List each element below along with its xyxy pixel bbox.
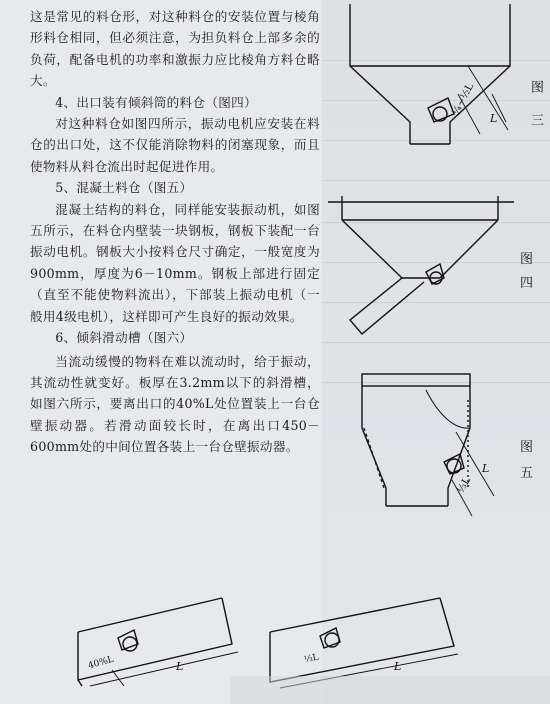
figure-3-hopper — [330, 4, 530, 154]
figure-6b-dim-l: L — [394, 660, 402, 673]
figure-5-label-bottom: 五 — [520, 466, 534, 481]
figure-3-dim-l: L — [490, 112, 498, 125]
paragraph-section-4: 对这种料仓如图四所示，振动电机应安装在料仓的出口处，这不仅能消除物料的闭塞现象，而且使物料从料仓流出时起促进作用。 — [30, 116, 320, 174]
figure-4-label-bottom: 四 — [520, 276, 534, 291]
figure-4-hopper-inclined-outlet — [328, 196, 518, 338]
heading-section-5: 5、混凝土料仓（图五） — [55, 180, 193, 196]
figure-5-dim-third-l: ⅓L — [455, 475, 474, 496]
figure-5-label-top: 图 — [520, 440, 534, 455]
figure-6a-dim-40-percent-l: 40%L — [87, 654, 115, 672]
figure-6a-dim-l: L — [176, 660, 184, 673]
heading-section-4: 4、出口装有倾斜筒的料仓（图四） — [55, 94, 257, 110]
figure-6a-inclined-chute — [72, 594, 242, 694]
figure-5-dim-l: L — [482, 462, 490, 475]
paragraph-hopper-intro: 这是常见的料仓形，对这种料仓的安装位置与棱角形料仓相同，但必须注意，为担负料仓上部多余的负荷，配备电机的功率和激振力应比棱角方料仓略大。 — [30, 9, 320, 89]
bleed-through-footer — [230, 676, 550, 704]
figure-5-concrete-hopper — [356, 370, 506, 520]
paragraph-section-5: 混凝土结构的料仓，同样能安装振动机，如图五所示，在料仓内壁装一块钢板，钢板下装配一台振动电机。钢板大小按料仓尺寸确定，一般宽度为900mm，厚度为6－10mm。钢板上部进行固定（直至不能使物料流出），下部装上振动电机（一般用4级电机），这样即可产生良好的振动效果。 — [30, 201, 320, 324]
figure-3-label: 图三 — [528, 80, 543, 146]
heading-section-6: 6、倾斜滑动槽（图六） — [55, 330, 193, 346]
figure-3-dim-quarter-half-l: ¼~½L — [450, 81, 477, 118]
figure-6b-dim-third-l: ⅓L — [303, 652, 320, 666]
paragraph-section-6: 当流动缓慢的物料在难以流动时，给于振动，其流动性就变好。板厚在3.2mm以下的斜滑槽，如图六所示，要离出口的40%L处位置装上一台仓壁振动器。若滑动面较长时，在离出口450－600mm处的中间位置各装上一台仓壁振动器。 — [30, 353, 320, 455]
figure-4-label-top: 图 — [520, 252, 534, 267]
body-text — [30, 6, 320, 458]
